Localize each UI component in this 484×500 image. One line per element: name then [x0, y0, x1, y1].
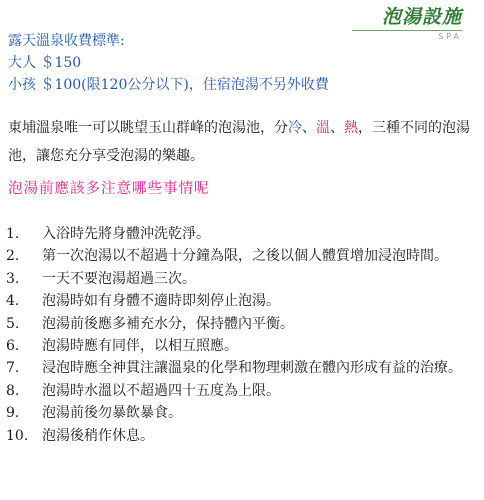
intro-sep-1: 、	[302, 120, 316, 136]
price-heading: 露天溫泉收費標準:	[8, 33, 125, 49]
intro-paragraph	[8, 114, 476, 170]
price-adult: 大人 ＄150	[8, 55, 82, 71]
rule-number: 7.	[6, 360, 20, 377]
rule-text: 一天不要泡湯超過三次。	[42, 270, 196, 287]
intro-text-2: ，三種不同的泡湯池，讓您充分享受泡湯的樂趣。	[8, 120, 470, 164]
list-item	[6, 245, 478, 267]
price-child: 小孩 ＄100(限120公分以下)，住宿泡湯不另外收費	[8, 77, 329, 93]
intro-sep-2: 、	[330, 120, 344, 136]
rule-number: 2.	[6, 248, 20, 265]
rule-text: 泡湯前後勿暴飲暴食。	[42, 405, 182, 422]
list-item	[6, 223, 478, 245]
logo-subtitle: SPA	[438, 32, 462, 41]
rule-number: 4.	[6, 293, 20, 310]
list-item	[6, 357, 478, 379]
list-item	[6, 402, 478, 424]
list-item	[6, 425, 478, 447]
rule-text: 泡湯前後應多補充水分，保持體內平衡。	[42, 315, 294, 332]
rule-text: 入浴時先將身體沖洗乾淨。	[42, 226, 210, 242]
rule-number: 10.	[6, 427, 29, 444]
rule-number: 1.	[6, 226, 20, 242]
rule-number: 3.	[6, 270, 20, 287]
rule-number: 6.	[6, 338, 20, 355]
rules-list	[6, 223, 478, 447]
rule-number: 9.	[6, 405, 20, 422]
rule-number: 5.	[6, 315, 20, 332]
list-item	[6, 313, 478, 335]
rule-text: 浸泡時應全神貫注讓溫泉的化學和物理刺激在體內形成有益的治療。	[42, 360, 462, 377]
cold-label: 冷	[288, 120, 302, 136]
warm-label: 溫	[316, 120, 330, 136]
list-item	[6, 290, 478, 312]
rule-text: 第一次泡湯以不超過十分鐘為限，之後以個人體質增加浸泡時間。	[42, 248, 448, 265]
logo-title: 泡湯設施	[381, 6, 462, 28]
intro-text-1: 東埔溫泉唯一可以眺望玉山群峰的泡湯池，分	[8, 120, 288, 136]
rule-number: 8.	[6, 382, 20, 399]
rule-text: 泡湯時應有同伴，以相互照應。	[42, 338, 238, 355]
list-item	[6, 380, 478, 402]
price-section	[8, 30, 478, 96]
list-item	[6, 335, 478, 357]
hot-label: 熱	[344, 120, 358, 136]
list-item	[6, 268, 478, 290]
section-title: 泡湯前應該多注意哪些事情呢	[8, 181, 210, 197]
rule-text: 泡湯時如有身體不適時即刻停止泡湯。	[42, 293, 280, 310]
rule-text: 泡湯後稍作休息。	[42, 427, 154, 444]
rule-text: 泡湯時水溫以不超過四十五度為上限。	[42, 382, 280, 399]
